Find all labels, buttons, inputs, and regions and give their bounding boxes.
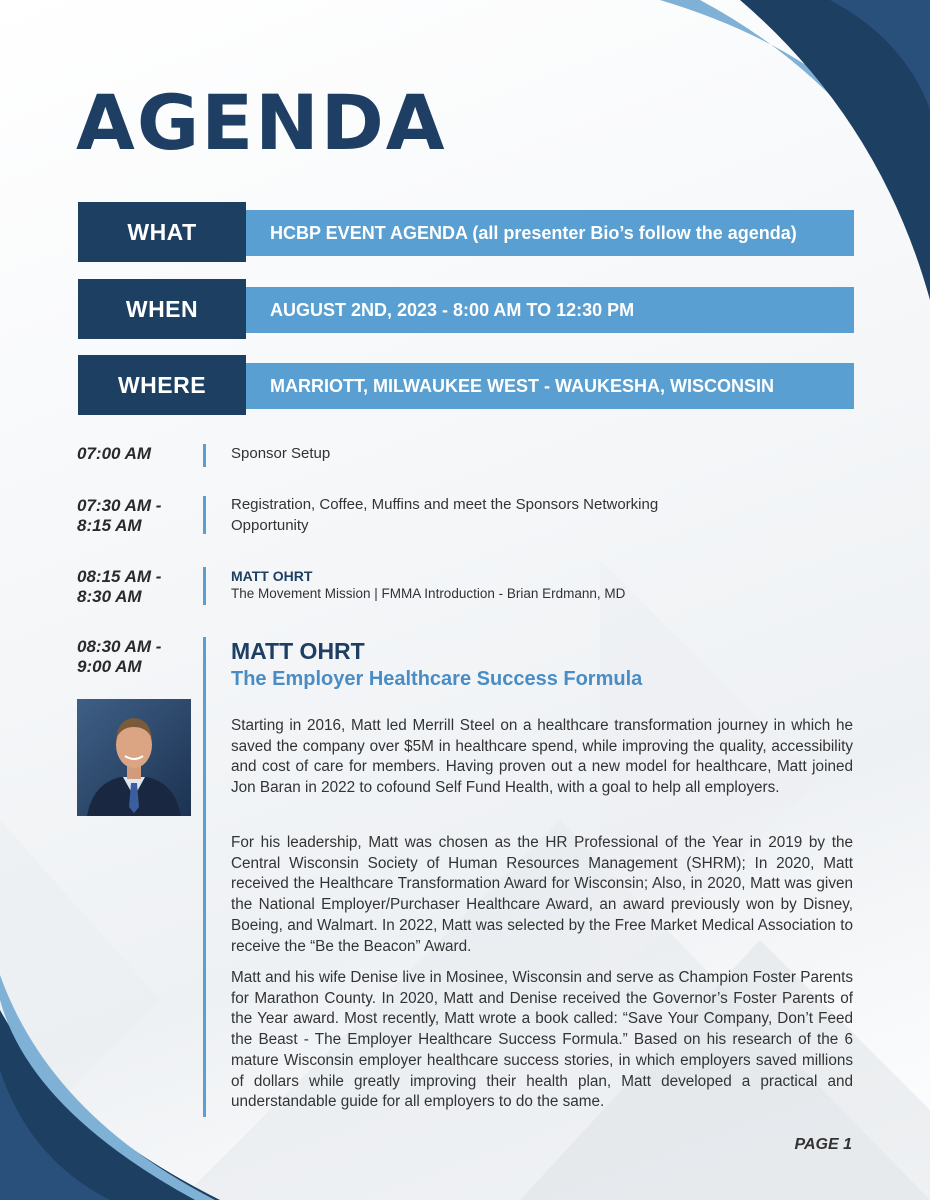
time-end: 8:30 AM	[77, 587, 142, 606]
schedule-time	[77, 637, 197, 677]
info-value: HCBP EVENT AGENDA (all presenter Bio’s follow the agenda)	[246, 210, 854, 256]
info-label: WHAT	[78, 202, 246, 262]
talk-title: The Employer Healthcare Success Formula	[231, 668, 643, 690]
info-label: WHERE	[78, 355, 246, 415]
timeline-bar	[203, 444, 206, 467]
time-start: 07:30 AM -	[77, 496, 162, 515]
info-label: WHEN	[78, 279, 246, 339]
speaker-bio-paragraph: Starting in 2016, Matt led Merrill Steel on a healthcare transformation journey in which he saved the company over $5M in healthcare spend, while improving the quality, accessibility and cost of care for members. Having proven out a new model for healthcare, Matt joined Jon Baran in 2022 to cofound Self Fund Health, with a goal to help all employers.	[231, 717, 853, 797]
schedule-description: Registration, Coffee, Muffins and meet the Sponsors Networking Opportunity	[231, 496, 659, 534]
schedule-time	[77, 444, 197, 464]
time-start: 07:00 AM	[77, 444, 152, 463]
info-value: MARRIOTT, MILWAUKEE WEST - WAUKESHA, WISCONSIN	[246, 363, 854, 409]
timeline-bar	[203, 637, 206, 1117]
time-start: 08:30 AM -	[77, 637, 162, 656]
speaker-photo	[77, 699, 191, 816]
info-row-what	[78, 202, 854, 262]
speaker-name-large: MATT OHRT	[231, 638, 365, 664]
time-start: 08:15 AM -	[77, 567, 162, 586]
speaker-bio-paragraph: For his leadership, Matt was chosen as the HR Professional of the Year in 2019 by the Central Wisconsin Society of Human Resources Management (SHRM); In 2020, Matt received the Healthcare Transformation Award for Wisconsin; Also, in 2020, Matt was given the National Employer/Purchaser Healthcare Award, an award previously won by Disney, Boeing, and Walmart. In 2022, Matt was selected by the Free Market Medical Association to receive the “Be the Beacon” Award.	[231, 834, 853, 955]
session-subtitle: The Movement Mission | FMMA Introduction - Brian Erdmann, MD	[231, 586, 626, 601]
schedule-time	[77, 567, 197, 607]
schedule-time	[77, 496, 197, 536]
speaker-name: MATT OHRT	[231, 568, 313, 584]
info-row-where	[78, 355, 854, 415]
time-end: 9:00 AM	[77, 657, 142, 676]
timeline-bar	[203, 496, 206, 534]
speaker-bio-paragraph: Matt and his wife Denise live in Mosinee, Wisconsin and serve as Champion Foster Parents for Marathon County. In 2020, Matt and Denise received the Governor’s Foster Parents of the Year award. Most recently, Matt wrote a book called: “Save Your Company, Don’t Feed the Beast - The Employer Healthcare Success Formula.” Based on his research of the 6 mature Wisconsin employer healthcare success stories, in which employers saved millions of dollars while greatly improving their health plan, Matt developed a practical and understandable guide for all employers to do the same.	[231, 969, 853, 1111]
timeline-bar	[203, 567, 206, 605]
page-number: PAGE 1	[794, 1136, 852, 1153]
info-row-when	[78, 279, 854, 339]
schedule-description: Sponsor Setup	[231, 445, 331, 462]
info-value: AUGUST 2ND, 2023 - 8:00 AM TO 12:30 PM	[246, 287, 854, 333]
time-end: 8:15 AM	[77, 516, 142, 535]
page-title: AGENDA	[76, 78, 447, 167]
